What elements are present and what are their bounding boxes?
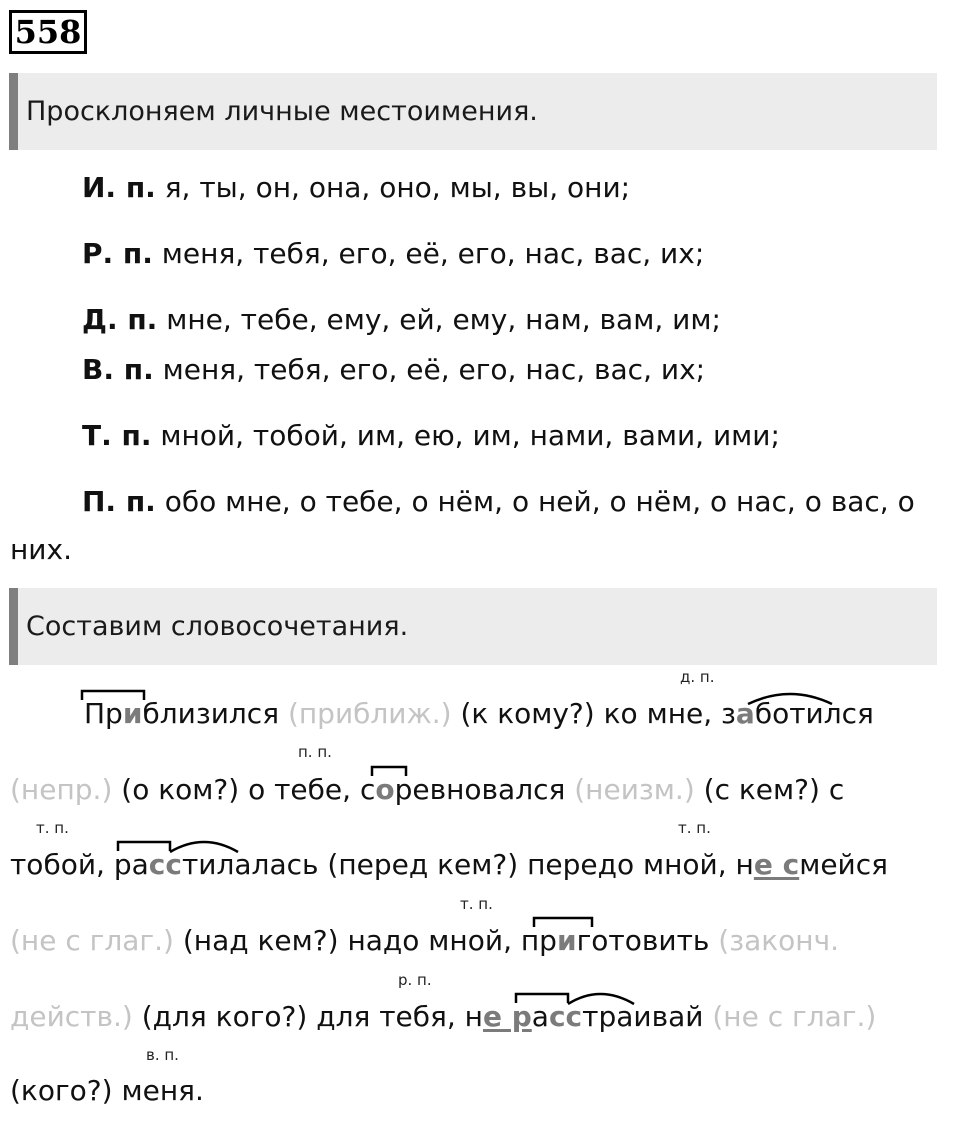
case-tag: п. п. [298, 743, 332, 761]
case-tag: т. п. [36, 819, 69, 837]
prefix-mark [118, 842, 170, 851]
phrase-text: (для кого?) для тебя, н [132, 1000, 483, 1033]
case-forms: меня, тебя, его, её, его, нас, вас, их; [153, 353, 706, 386]
case-forms: мне, тебе, ему, ей, ему, нам, вам, им; [157, 303, 721, 336]
case-row-prepositional-continuation: них. [10, 533, 72, 566]
case-label: Т. п. [82, 419, 152, 452]
case-forms: я, ты, он, она, оно, мы, вы, они; [155, 171, 631, 204]
hint-note: (непр.) [10, 773, 113, 806]
phrase-text: (с кем?) с [694, 773, 845, 806]
hint-note: (приближ.) [287, 697, 452, 730]
case-tag: т. п. [678, 819, 711, 837]
root-arc [748, 694, 832, 704]
word-part: ботился [754, 697, 874, 730]
case-label: В. п. [82, 353, 154, 386]
case-label: И. п. [82, 171, 156, 204]
word-part: ра [113, 848, 149, 881]
hint-note: действ.) [10, 1000, 133, 1033]
word-part: пр [520, 924, 557, 957]
vowel-highlight: а [735, 697, 755, 730]
case-label: Р. п. [82, 237, 153, 270]
case-forms: меня, тебя, его, её, его, нас, вас, их; [152, 237, 705, 270]
section-heading-phrases: Составим словосочетания. [9, 588, 937, 665]
underlined-highlight: е с [753, 848, 800, 881]
phrase-text: (над кем?) надо мной, [173, 924, 521, 957]
word-part: с [359, 773, 376, 806]
root-arc [568, 994, 634, 1004]
case-label: Д. п. [82, 303, 158, 336]
section-heading-declension: Просклоняем личные местоимения. [9, 73, 937, 150]
phrase-text: тилалась (перед кем?) передо мной, н [181, 848, 754, 881]
word-part: а [531, 1000, 549, 1033]
case-label: П. п. [82, 485, 156, 518]
prefix-mark [516, 994, 568, 1003]
case-tag: р. п. [398, 971, 432, 989]
underlined-highlight: е р [482, 1000, 532, 1033]
phrase-text: (кого?) меня. [10, 1074, 204, 1107]
hint-note: (неизм.) [574, 773, 695, 806]
hint-note: (не с глаг.) [10, 924, 174, 957]
hint-note: (не с глаг.) [712, 1000, 877, 1033]
hint-note: (законч. [718, 924, 840, 957]
prefix-mark [82, 691, 144, 700]
word-part: траивай [582, 1000, 713, 1033]
vowel-highlight: сс [148, 848, 182, 881]
case-tag: т. п. [460, 895, 493, 913]
word-part: з [721, 697, 736, 730]
vowel-highlight: о [375, 773, 395, 806]
root-arc [170, 842, 238, 852]
case-tag: д. п. [680, 668, 715, 686]
case-tag: в. п. [146, 1046, 179, 1064]
case-forms: мной, тобой, им, ею, им, нами, вами, ими; [151, 419, 780, 452]
exercise-number: 558 [9, 10, 87, 54]
case-forms: обо мне, о тебе, о нём, о ней, о нём, о нас, о вас, о [155, 485, 915, 518]
phrase-text: (к кому?) ко мне, [451, 697, 722, 730]
word-part: близился [142, 697, 288, 730]
prefix-mark [372, 767, 406, 776]
prefix-mark [534, 918, 592, 927]
vowel-highlight: и [556, 924, 577, 957]
word-part: готовить [576, 924, 719, 957]
vowel-highlight: сс [548, 1000, 583, 1033]
word-part: ревновался [394, 773, 575, 806]
word-part: тобой, [10, 848, 114, 881]
word-part: Пр [84, 697, 123, 730]
word-part: мейся [799, 848, 888, 881]
vowel-highlight: и [122, 697, 143, 730]
phrase-text: (о ком?) о тебе, [112, 773, 360, 806]
